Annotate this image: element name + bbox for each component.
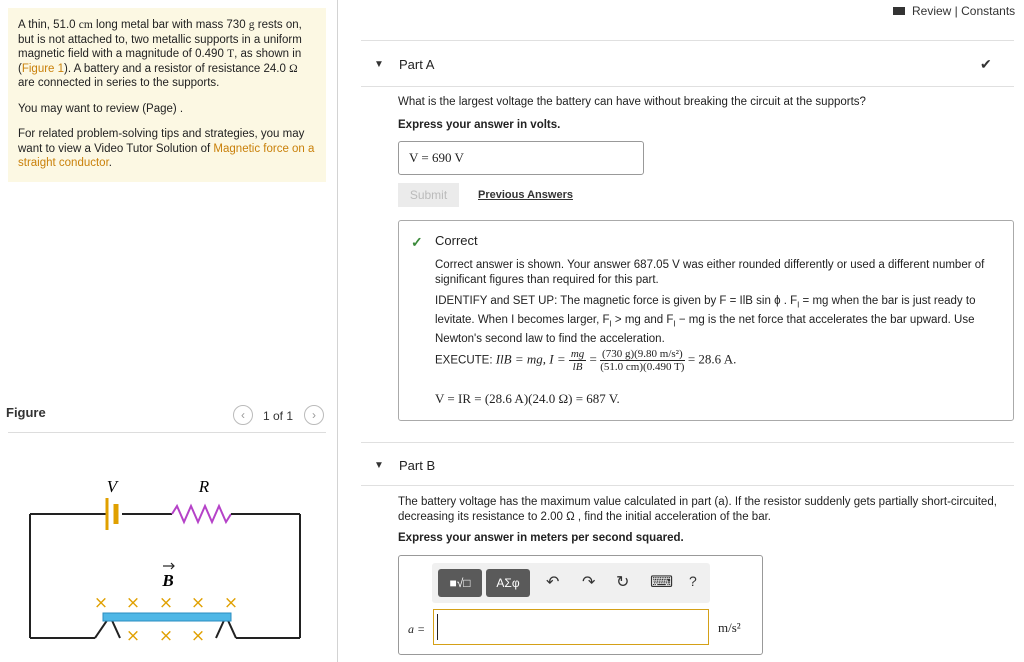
circuit-figure: [0, 440, 330, 662]
figure-pager-text: 1 of 1: [263, 409, 294, 423]
problem-paragraph: A thin, 51.0 cm long metal bar with mass 730 g rests on, but is not attached to, two metallic supports in a uniform magnetic field with a magnitude of 0.490 T, as shown in (Figure 1). A battery and a resistor of resistance 24.0 Ω are connected in series to the supports.: [18, 19, 302, 89]
redo-icon[interactable]: ↷: [582, 574, 596, 591]
templates-button[interactable]: ■√□: [438, 569, 482, 597]
part-b-header[interactable]: [361, 442, 1014, 485]
feedback-identify: IDENTIFY and SET UP: The magnetic force is given by F = IlB sin ϕ . $F_I$ = mg when the bar is just ready to levitate. When I becomes larger, $F_I$ > mg and $F_I$ − mg is the net force that accelerates the bar upward. Use Newton's second law to find the acceleration.: [435, 295, 976, 345]
part-b-question: The battery voltage has the maximum value calculated in part (a). If the resistor suddenly gets partially short-circuited, decreasing its resistance to 2.00 Ω , find the initial acceleration of the bar.: [398, 496, 997, 523]
math-toolbar: [432, 563, 710, 603]
problem-statement: [8, 8, 326, 182]
divider: [361, 40, 1014, 41]
part-a-question: What is the largest voltage the battery can have without breaking the circuit at the supports?: [398, 96, 866, 108]
part-a-answer-field[interactable]: V = 690 V: [398, 141, 644, 175]
checkmark-icon: ✔: [980, 56, 992, 72]
unit-label: m/s²: [718, 620, 741, 635]
review-constants-link[interactable]: Review | Constants: [912, 4, 1016, 18]
feedback-voltage-eq: V = IR = (28.6 A)(24.0 Ω) = 687 V.: [435, 391, 620, 406]
field-label: B: [162, 571, 174, 590]
variable-label: a =: [408, 622, 426, 636]
correct-check-icon: ✓: [411, 234, 423, 250]
figure-divider: [8, 432, 326, 433]
book-icon: [893, 7, 905, 15]
collapse-caret-icon: ▼: [374, 460, 384, 471]
text-cursor: [437, 614, 438, 640]
reset-icon[interactable]: ↻: [616, 574, 630, 591]
column-divider: [337, 0, 338, 662]
field-x-marker: ×: [158, 626, 174, 646]
feedback-title: Correct: [435, 233, 478, 248]
collapse-caret-icon: ▼: [374, 59, 384, 70]
symbols-button[interactable]: ΑΣφ: [486, 569, 530, 597]
metal-bar: [103, 613, 231, 621]
previous-answers-link[interactable]: Previous Answers: [478, 189, 573, 201]
undo-icon[interactable]: ↶: [546, 574, 560, 591]
figure-prev-button[interactable]: ‹: [233, 405, 253, 425]
part-a-instruction: Express your answer in volts.: [398, 119, 561, 131]
video-tutor-link[interactable]: Magnetic force on a straight conductor: [18, 142, 315, 169]
part-b-answer-input[interactable]: [433, 609, 709, 645]
resistor-label: R: [198, 477, 210, 496]
part-b-title: Part B: [399, 458, 436, 473]
battery-label: V: [106, 477, 118, 496]
field-x-marker: ×: [190, 593, 206, 613]
fraction: $\frac{\text{(730 g)(9.80 m/s²)}}{(51.0 cm)(0.490 T)}$: [600, 348, 685, 373]
video-tutor-paragraph: For related problem-solving tips and strategies, you may want to view a Video Tutor Solution of Magnetic force on a straight conductor.: [18, 128, 315, 169]
divider: [361, 86, 1014, 87]
field-x-marker: ×: [125, 626, 141, 646]
field-x-marker: ×: [125, 593, 141, 613]
field-x-marker: ×: [190, 626, 206, 646]
divider: [361, 485, 1014, 486]
part-a-header[interactable]: [361, 40, 1014, 86]
keyboard-icon[interactable]: ⌨: [650, 574, 674, 591]
fraction: $\frac{mg}{lB}$: [570, 348, 585, 373]
review-paragraph: You may want to review (Page) .: [18, 102, 184, 115]
field-x-marker: ×: [158, 593, 174, 613]
submit-button[interactable]: Submit: [398, 183, 459, 207]
figure-link[interactable]: Figure 1: [21, 62, 65, 75]
feedback-explanation: Correct answer is shown. Your answer 687.05 V was either rounded differently or used a different number of significant figures than required for this part.: [435, 259, 985, 286]
part-b-instruction: Express your answer in meters per second squared.: [398, 532, 684, 544]
field-x-marker: ×: [223, 593, 239, 613]
help-icon[interactable]: ?: [689, 573, 697, 589]
figure-next-button[interactable]: ›: [304, 405, 324, 425]
part-a-title: Part A: [399, 57, 435, 72]
divider: [361, 442, 1014, 443]
field-x-marker: ×: [93, 593, 109, 613]
feedback-execute: EXECUTE: IlB = mg, I = $\frac{mg}{lB}$ = $\frac{\text{(730 g)(9.80 m/s²)}}{(51.0 cm)(0.490 T)}$ = 28.6 A.: [435, 348, 737, 373]
figure-label: Figure: [6, 405, 46, 420]
